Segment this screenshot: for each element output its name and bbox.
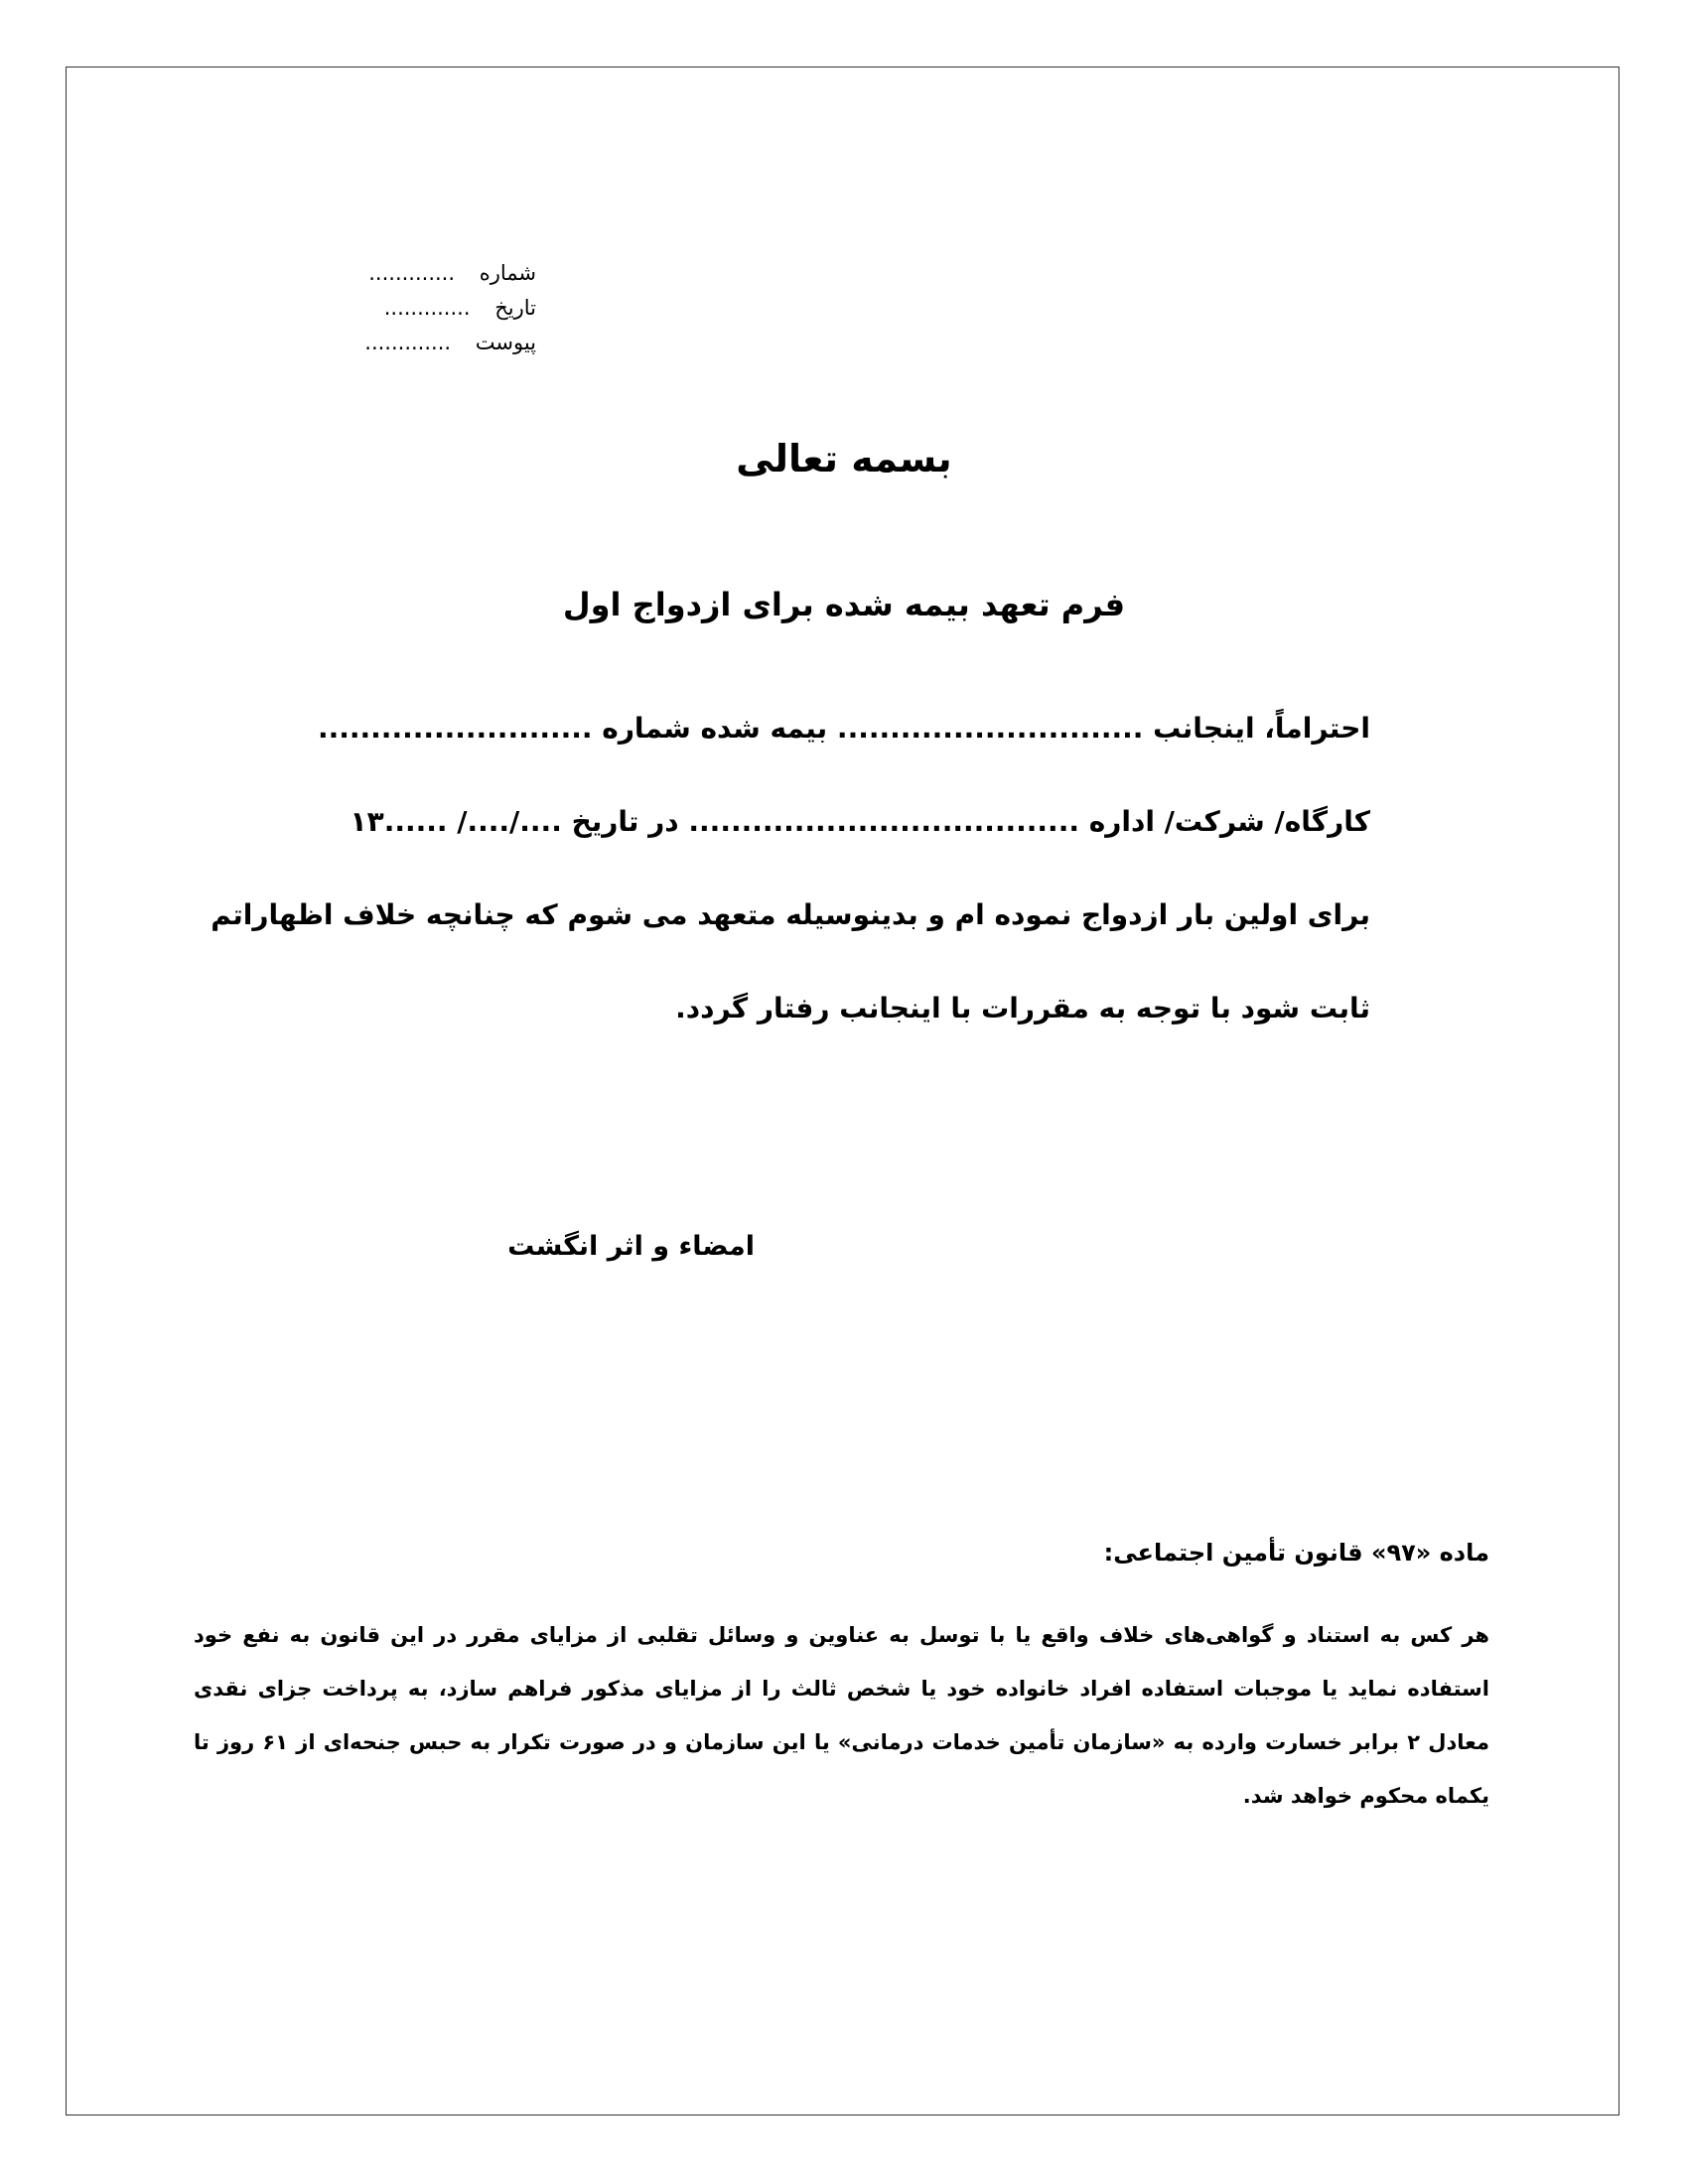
body-line-workplace: کارگاه/ شرکت/ اداره ..................................... در تاریخ ..../..../ ......۱۳: [350, 805, 1370, 838]
law-article-text: هر کس به استناد و گواهی‌های خلاف واقع یا با توسل به عناوین و وسائل تقلبی از مزایای مقرر در این قانون به نفع خود استفاده نماید یا موجبات استفاده افراد خانواده خود یا شخص ثالث را از مزایای مذکور فراهم سازد، به پرداخت جزای نقدی معادل ۲ برابر خسارت وارده به «سازمان تأمین خدمات درمانی» یا این سازمان و در صورت تکرار به حبس جنحه‌ای از ۶۱ روز تا یکماه محکوم خواهد شد.: [194, 1623, 1490, 1808]
attachment-row: [298, 326, 536, 360]
attachment-label: پیوست: [475, 331, 536, 354]
bismillah-heading: بسمه تعالی: [736, 437, 952, 480]
number-row: [298, 256, 536, 291]
document-meta: [298, 256, 536, 360]
body-line-consequence: ثابت شود با توجه به مقررات با اینجانب رفتار گردد.: [675, 992, 1370, 1024]
date-row: [298, 291, 536, 326]
number-field[interactable]: .............: [368, 261, 456, 285]
body-line-applicant: احتراماً، اینجانب ............................. بیمه شده شماره ..........................: [317, 712, 1370, 745]
date-field[interactable]: .............: [383, 296, 471, 320]
date-label: تاريخ: [494, 296, 536, 320]
attachment-field[interactable]: .............: [364, 331, 452, 354]
signature-label: امضاء و اثر انگشت: [507, 1231, 755, 1262]
law-article-heading: ماده «۹۷» قانون تأمین اجتماعی:: [1103, 1539, 1489, 1567]
form-title: فرم تعهد بیمه شده برای ازدواج اول: [562, 586, 1126, 623]
body-line-commitment: برای اولین بار ازدواج نموده ام و بدینوسیله متعهد می شوم که چنانچه خلاف اظهاراتم: [211, 898, 1370, 931]
number-label: شماره: [479, 261, 536, 285]
commitment-body: [211, 695, 1370, 1068]
